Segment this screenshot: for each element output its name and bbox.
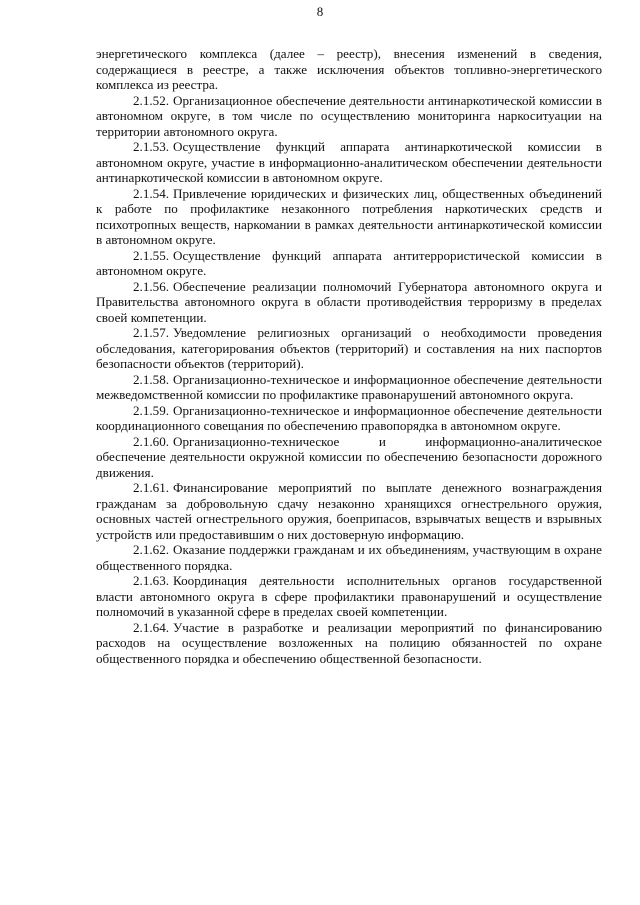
clause-paragraph [96,186,602,248]
clause-text: Привлечение юридических и физических лиц, общественных объединений к работе по профилактике незаконного потребления наркотических средств и психотропных веществ, наркомании в рамках деятельности антинаркотической комиссии в автономном округе. [96,185,602,247]
clause-number: 2.1.52. [133,92,170,108]
clause-paragraph [96,542,602,573]
clause-number: 2.1.54. [133,185,170,201]
clause-paragraph [96,434,602,481]
clause-paragraph [96,139,602,186]
clause-text: Осуществление функций аппарата антинаркотической комиссии в автономном округе, участие в информационно-аналитическом обеспечении деятельности антинаркотической комиссии в автономном округе. [96,139,602,185]
clause-list [96,93,602,667]
clause-paragraph [96,403,602,434]
clause-number: 2.1.57. [133,325,170,340]
clause-number: 2.1.58. [133,371,170,387]
clause-number: 2.1.59. [133,402,170,418]
clause-text: Осуществление функций аппарата антитеррористической комиссии в автономном округе. [96,247,602,278]
clause-text: Уведомление религиозных организаций о необходимости проведения обследования, категорирования объектов (территорий) и составления на них паспортов безопасности объектов (территорий). [96,325,602,371]
clause-paragraph [96,620,602,667]
clause-paragraph [96,279,602,326]
clause-number: 2.1.55. [133,247,170,263]
clause-paragraph [96,248,602,279]
page-number: 8 [316,4,324,19]
clause-paragraph [96,93,602,140]
clause-paragraph [96,325,602,372]
clause-paragraph [96,573,602,620]
clause-paragraph [96,372,602,403]
clause-text: Организационно-техническое и информационное обеспечение деятельности межведомственной комиссии по профилактике правонарушений автономного округа. [96,371,602,402]
clause-number: 2.1.63. [133,573,170,588]
continuation-paragraph: энергетического комплекса (далее – реестр), внесения изменений в сведения, содержащиеся в реестре, а также исключения объектов топливно-энергетического комплекса из реестра. [96,46,602,92]
clause-text: Организационное обеспечение деятельности антинаркотической комиссии в автономном округе, в том числе по осуществлению мониторинга наркоситуации на территории автономного округа. [96,92,602,139]
clause-number: 2.1.61. [133,480,170,495]
clause-text: Координация деятельности исполнительных органов государственной власти автономного округа в сфере профилактики правонарушений и осуществление полномочий в указанной сфере в пределах своей компетенции. [96,573,602,619]
clause-number: 2.1.56. [133,278,170,294]
document-body [96,46,602,666]
clause-number: 2.1.53. [133,139,170,154]
clause-number: 2.1.62. [133,542,170,557]
clause-text: Организационно-техническое и информационно-аналитическое обеспечение деятельности окружной комиссии по обеспечению безопасности дорожного движения. [96,433,602,480]
clause-text: Организационно-техническое и информационное обеспечение деятельности координационного совещания по обеспечению правопорядка в автономном округе. [96,402,602,433]
clause-text: Оказание поддержки гражданам и их объединениям, участвующим в охране общественного порядка. [96,542,602,573]
clause-text: Участие в разработке и реализации мероприятий по финансированию расходов на осуществление возложенных на полицию обязанностей по охране общественного порядка и обеспечению общественной безопасности. [96,619,602,666]
clause-number: 2.1.64. [133,619,170,635]
clause-number: 2.1.60. [133,433,170,449]
clause-text: Обеспечение реализации полномочий Губернатора автономного округа и Правительства автономного округа в области противодействия терроризму в пределах своей компетенции. [96,278,602,325]
clause-text: Финансирование мероприятий по выплате денежного вознаграждения гражданам за добровольную сдачу незаконно хранящихся огнестрельного оружия, основных частей огнестрельного оружия, боеприпасов, взрывчатых веществ и взрывных устройств или предоставившим о них достоверную информацию. [96,480,602,542]
clause-paragraph [96,480,602,542]
